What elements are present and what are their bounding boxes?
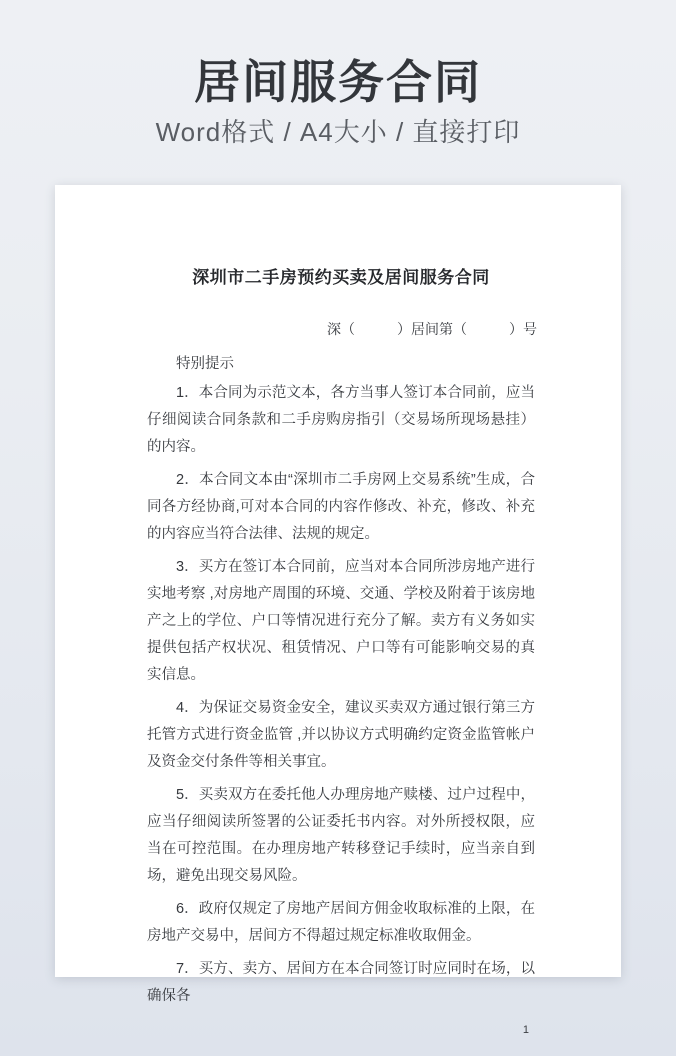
template-banner xyxy=(0,0,676,147)
template-title: 居间服务合同 xyxy=(194,56,482,108)
notice-paragraph-4: 4．为保证交易资金安全，建议买卖双方通过银行第三方托管方式进行资金监管 ,并以协议方式明确约定资金监管帐户及资金交付条件等相关事宜。 xyxy=(147,700,535,770)
contract-title: 深圳市二手房预约买卖及居间服务合同 xyxy=(192,268,490,287)
template-subtitle: Word格式 / A4大小 / 直接打印 xyxy=(155,117,521,147)
notice-paragraph-3: 3．买方在签订本合同前，应当对本合同所涉房地产进行实地考察 ,对房地产周围的环境、交通、学校及附着于该房地产之上的学位、户口等情况进行充分了解。卖方有义务如实提供包括产权状况、租赁情况、户口等有可能影响交易的真实信息。 xyxy=(147,559,535,683)
notice-paragraph-2: 2．本合同文本由“深圳市二手房网上交易系统”生成，合同各方经协商,可对本合同的内容作修改、补充，修改、补充的内容应当符合法律、法规的规定。 xyxy=(147,472,535,542)
a4-document-page xyxy=(55,185,621,1036)
page-number: 1 xyxy=(522,1024,529,1036)
notice-paragraph-5: 5．买卖双方在委托他人办理房地产赎楼、过户过程中，应当仔细阅读所签署的公证委托书内容。对外所授权限，应当在可控范围。在办理房地产转移登记手续时，应当亲自到场，避免出现交易风险。 xyxy=(147,787,535,884)
notice-paragraph-1: 1．本合同为示范文本，各方当事人签订本合同前，应当仔细阅读合同条款和二手房购房指引（交易场所现场悬挂）的内容。 xyxy=(147,385,535,455)
special-notice-heading: 特别提示 xyxy=(176,356,234,372)
contract-reference-number-line: 深（ ）居间第（ ）号 xyxy=(327,321,537,337)
notice-paragraph-6: 6．政府仅规定了房地产居间方佣金收取标准的上限，在房地产交易中，居间方不得超过规定标准收取佣金。 xyxy=(147,901,535,944)
notice-paragraph-7: 7．买方、卖方、居间方在本合同签订时应同时在场，以确保各 xyxy=(147,961,535,1004)
document-content xyxy=(55,185,621,1036)
